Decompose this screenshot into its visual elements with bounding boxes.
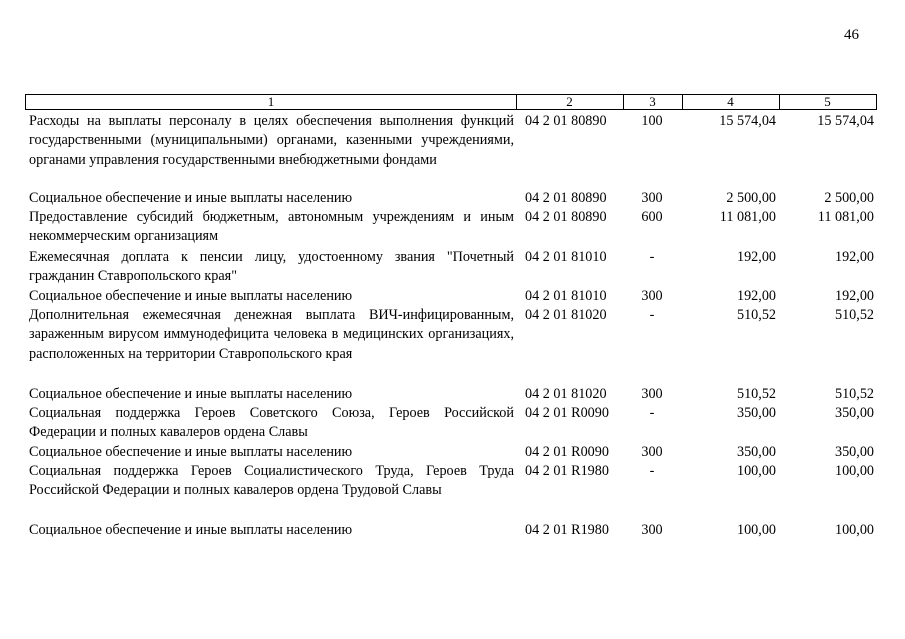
row-name: Социальное обеспечение и иные выплаты населению: [29, 522, 353, 538]
header-col-5: 5: [824, 94, 831, 109]
row-type: 600: [641, 209, 663, 225]
row-value-1: 100,00: [736, 463, 776, 479]
row-type: -: [649, 307, 655, 323]
row-value-2: 192,00: [834, 288, 874, 304]
row-name: Ежемесячная доплата к пенсии лицу, удостоенному звания "Почетный гражданин Ставропольского края": [29, 249, 514, 285]
row-code: 04 2 01 80890: [525, 113, 607, 129]
row-type: 300: [641, 386, 663, 402]
row-value-1: 15 574,04: [719, 113, 776, 129]
header-col-4: 4: [727, 94, 734, 109]
header-col-1: 1: [267, 94, 275, 109]
row-code: 04 2 01 81010: [525, 249, 607, 265]
row-value-1: 2 500,00: [726, 190, 776, 206]
row-value-1: 11 081,00: [719, 209, 776, 225]
row-value-2: 192,00: [834, 249, 874, 265]
row-value-2: 510,52: [834, 386, 874, 402]
row-name: Социальное обеспечение и иные выплаты населению: [29, 386, 353, 402]
row-name: Расходы на выплаты персоналу в целях обеспечения выполнения функций государственными (муниципальными) органами, казенными учреждениями, органами управления государственными внебюджетными фондами: [29, 113, 514, 168]
row-type: 300: [641, 190, 663, 206]
row-type: 100: [641, 113, 663, 129]
row-name: Социальная поддержка Героев Социалистического Труда, Героев Труда Российской Федерации и полных кавалеров ордена Трудовой Славы: [29, 463, 514, 499]
row-value-1: 100,00: [736, 522, 776, 538]
row-value-2: 15 574,04: [817, 113, 874, 129]
header-col-2: 2: [566, 94, 573, 109]
row-code: 04 2 01 81010: [525, 288, 607, 304]
row-name: Дополнительная ежемесячная денежная выплата ВИЧ-инфицированным, зараженным вирусом иммунодефицита человека в медицинских организациях, расположенных на территории Ставропольского края: [29, 307, 514, 362]
row-value-1: 350,00: [736, 444, 776, 460]
row-code: 04 2 01 R1980: [525, 463, 609, 479]
row-name: Социальное обеспечение и иные выплаты населению: [29, 444, 353, 460]
row-type: 300: [641, 288, 663, 304]
header-col-3: 3: [649, 94, 656, 109]
row-name: Социальная поддержка Героев Советского Союза, Героев Российской Федерации и полных кавалеров ордена Славы: [29, 405, 514, 441]
row-code: 04 2 01 81020: [525, 386, 607, 402]
row-name: Предоставление субсидий бюджетным, автономным учреждениям и иным некоммерческим организациям: [29, 209, 514, 245]
row-code: 04 2 01 80890: [525, 209, 607, 225]
row-value-1: 510,52: [736, 386, 776, 402]
table-header: [25, 94, 877, 110]
row-code: 04 2 01 R0090: [525, 405, 609, 421]
page-number: 46: [844, 27, 859, 43]
row-type: 300: [641, 444, 663, 460]
row-code: 04 2 01 81020: [525, 307, 607, 323]
row-type: -: [649, 249, 655, 265]
row-name: Социальное обеспечение и иные выплаты населению: [29, 288, 353, 304]
row-name: Социальное обеспечение и иные выплаты населению: [29, 190, 353, 206]
row-value-2: 100,00: [834, 463, 874, 479]
row-type: -: [649, 405, 655, 421]
row-code: 04 2 01 R0090: [525, 444, 609, 460]
row-value-1: 350,00: [736, 405, 776, 421]
row-value-2: 11 081,00: [817, 209, 874, 225]
row-value-2: 2 500,00: [824, 190, 874, 206]
row-code: 04 2 01 R1980: [525, 522, 609, 538]
row-value-2: 350,00: [834, 444, 874, 460]
row-value-2: 100,00: [834, 522, 874, 538]
row-value-2: 510,52: [834, 307, 874, 323]
row-code: 04 2 01 80890: [525, 190, 607, 206]
row-type: -: [649, 463, 655, 479]
row-value-1: 192,00: [736, 288, 776, 304]
row-value-2: 350,00: [834, 405, 874, 421]
row-type: 300: [641, 522, 663, 538]
row-value-1: 510,52: [736, 307, 776, 323]
row-value-1: 192,00: [736, 249, 776, 265]
